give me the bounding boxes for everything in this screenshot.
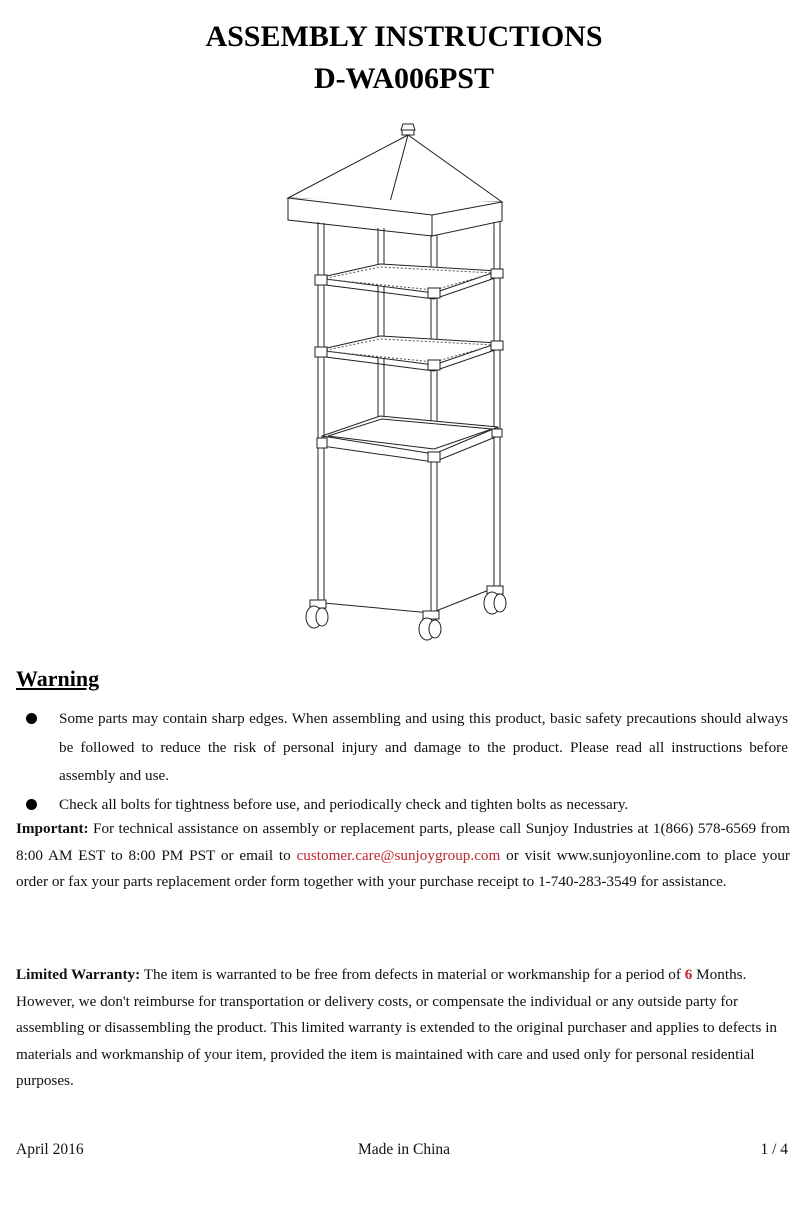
model-number: D-WA006PST — [313, 62, 494, 95]
list-item — [16, 705, 788, 791]
important-text-before: For technical assistance on assembly or replacement parts, please call Sunjoy Industries at 1(866) 578-6569 from 8:00 AM EST to 8:00 PM PST or email to — [16, 820, 790, 864]
footer-page-number: 1 / 4 — [760, 1141, 788, 1158]
warning-heading: Warning — [16, 666, 100, 691]
warranty-label: Limited Warranty: — [16, 966, 141, 983]
important-paragraph — [16, 816, 790, 896]
bullet-icon — [26, 713, 37, 724]
important-label: Important: — [16, 820, 89, 837]
important-text-after: or visit www.sunjoyonline.com to place your order or fax your parts replacement order form together with your purchase receipt to 1-740-283-3549 for assistance. — [16, 846, 790, 890]
warranty-period: 6 — [684, 966, 693, 983]
warning-text: Check all bolts for tightness before use, and periodically check and tighten bolts as necessary. — [59, 795, 629, 813]
warning-list — [16, 705, 788, 819]
product-illustration — [270, 118, 530, 648]
warranty-text-after: Months. However, we don't reimburse for transportation or delivery costs, or compensate the individual or any outside party for assembling or disassembling the product. This limited warranty is extended to the original purchaser and applies to defects in materials and workmanship of your item, provided the item is maintained with care and used only for personal residential purposes. — [16, 966, 778, 1089]
bullet-icon — [26, 799, 37, 810]
support-email-link[interactable]: customer.care@sunjoygroup.com — [296, 846, 501, 864]
list-item — [16, 791, 788, 820]
warranty-paragraph — [16, 962, 790, 1095]
footer-origin: Made in China — [357, 1141, 451, 1158]
warning-text: Some parts may contain sharp edges. When assembling and using this product, basic safety precautions should always be followed to reduce the risk of personal injury and damage to the product. Please read all instructions before assembly and use. — [59, 710, 788, 784]
document-title: ASSEMBLY INSTRUCTIONS — [205, 20, 603, 53]
footer-date: April 2016 — [16, 1141, 84, 1158]
warranty-text-before: The item is warranted to be free from defects in material or workmanship for a period of — [140, 966, 685, 983]
